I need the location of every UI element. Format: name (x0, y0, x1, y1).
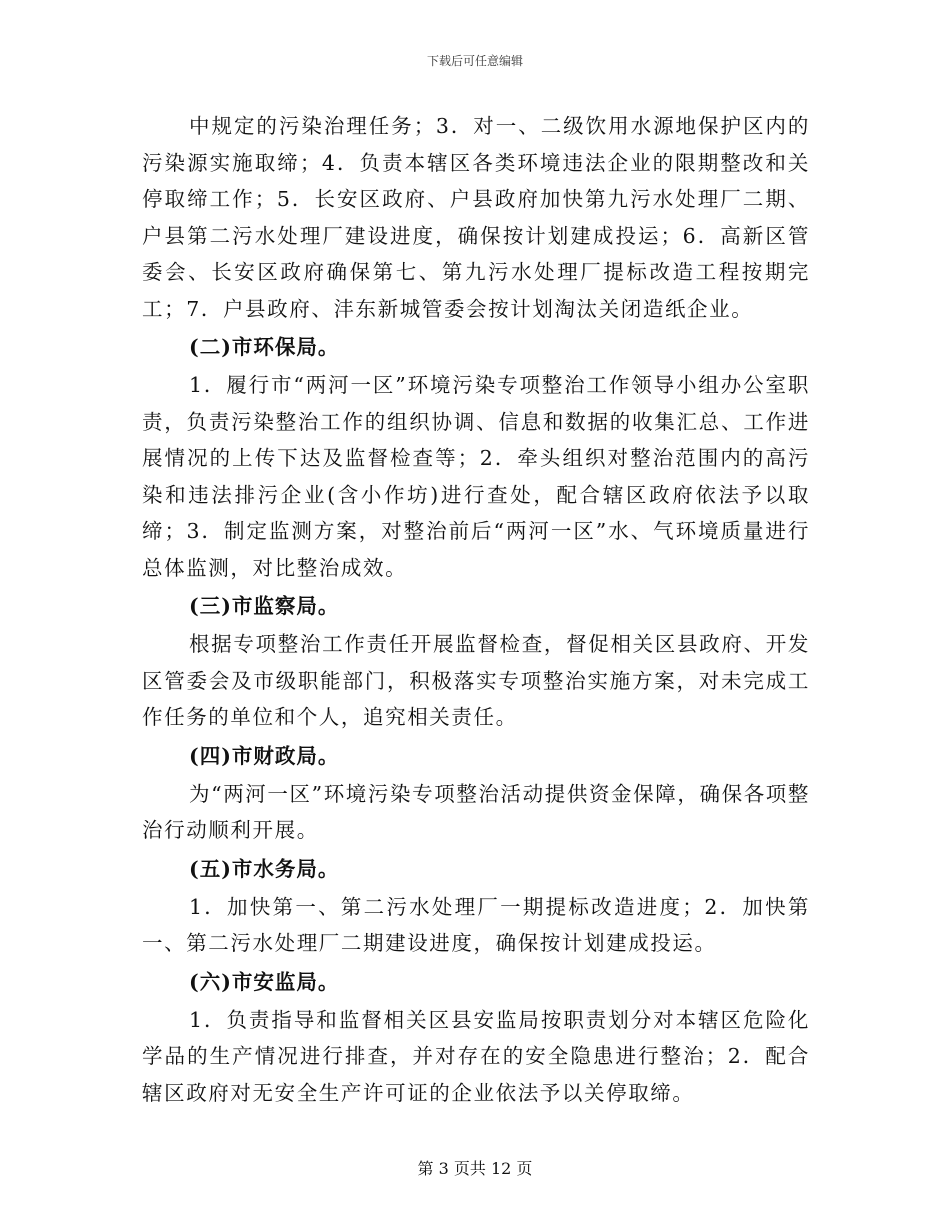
paragraph-continuation: 中规定的污染治理任务；3．对一、二级饮用水源地保护区内的污染源实施取缔；4．负责本辖区各类环境违法企业的限期整改和关停取缔工作；5．长安区政府、户县政府加快第九污水处理厂二期、户县第二污水处理厂建设进度，确保按计划建成投运；6．高新区管委会、长安区政府确保第七、第九污水处理厂提标改造工程按期完工；7．户县政府、沣东新城管委会按计划淘汰关闭造纸企业。 (142, 114, 810, 321)
section-heading-finance-bureau: (四)市财政局。 (189, 743, 340, 768)
paragraph-water-bureau: 1．加快第一、第二污水处理厂一期提标改造进度；2．加快第一、第二污水处理厂二期建设进度，确保按计划建成投运。 (142, 894, 810, 955)
page-header: 下载后可任意编辑 (426, 54, 523, 68)
document-body (142, 108, 810, 1111)
section-heading-environmental-bureau: (二)市环保局。 (189, 335, 340, 359)
paragraph-finance-bureau: 为“两河一区”环境污染专项整治活动提供资金保障，确保各项整治行动顺利开展。 (142, 781, 810, 842)
section-heading-water-bureau: (五)市水务局。 (189, 856, 340, 881)
section-heading-safety-bureau: (六)市安监局。 (189, 969, 340, 994)
paragraph-safety-bureau: 1．负责指导和监督相关区县安监局按职责划分对本辖区危险化学品的生产情况进行排查，并对存在的安全隐患进行整治；2．配合辖区政府对无安全生产许可证的企业依法予以关停取缔。 (142, 1007, 810, 1105)
page-footer: 第 3 页共 12 页 (417, 1159, 533, 1178)
section-heading-supervision-bureau: (三)市监察局。 (189, 594, 340, 618)
paragraph-environmental-bureau: 1．履行市“两河一区”环境污染专项整治工作领导小组办公室职责，负责污染整治工作的组织协调、信息和数据的收集汇总、工作进展情况的上传下达及监督检查等；2．牵头组织对整治范围内的高污染和违法排污企业(含小作坊)进行查处，配合辖区政府依法予以取缔；3．制定监测方案，对整治前后“两河一区”水、气环境质量进行总体监测，对比整治成效。 (142, 373, 810, 580)
paragraph-supervision-bureau: 根据专项整治工作责任开展监督检查，督促相关区县政府、开发区管委会及市级职能部门，积极落实专项整治实施方案，对未完成工作任务的单位和个人，追究相关责任。 (142, 632, 810, 729)
